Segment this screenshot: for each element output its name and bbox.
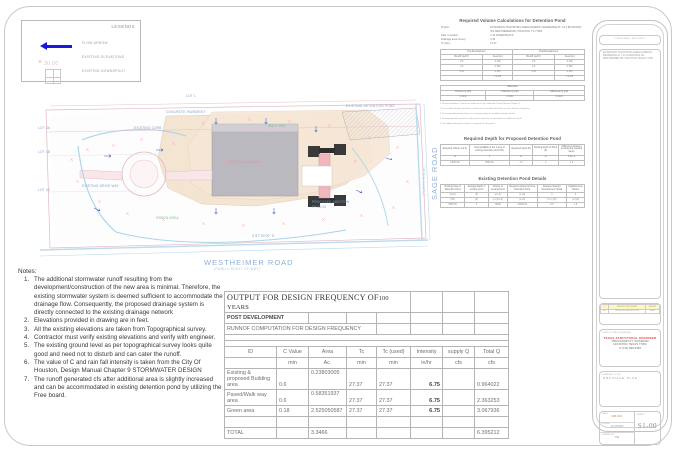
row-id-green: Green area	[225, 406, 277, 417]
row-area-green: 2.525050587	[309, 406, 347, 417]
sheet-info-box	[599, 411, 661, 445]
legend-label-flow-arrow: FLOW ARROW	[82, 41, 108, 45]
cell: (cu-ft)	[507, 198, 537, 203]
project-value: EXTENSION TO EXISTING AMEGA ENERGY RESIDENCE AT 1 & 2 BUILDINGS ON WESTHEIMER RD, HOUSTON, TX 77063	[490, 26, 582, 33]
date-value: FEB 2024	[611, 414, 623, 418]
cell: 1.5	[567, 203, 585, 208]
table-header-row	[441, 144, 585, 155]
street-sublabel-westheimer-road: (PUBLIC RIGHT-OF-WAY)	[214, 267, 261, 271]
note-text: The additional stormwater runoff resulting from the development/construction of the new area is minimal. Therefore, the existing stormwater system is deemed sufficient to accommodate the drainage flow. Consequently, the proposed drainage system is directly connected to the existing drainage network	[34, 276, 223, 317]
col-header-tc: Tc	[347, 347, 377, 358]
calculations-panel	[440, 18, 585, 208]
output-design-frequency-table	[224, 291, 509, 439]
table-cell-empty	[277, 417, 309, 428]
table-cell-empty	[475, 292, 509, 313]
engineer-details	[600, 334, 660, 351]
pre-dev-q-header: Pre-Dev Q (cfs)	[441, 90, 486, 95]
table-cell-empty	[443, 324, 475, 335]
pre-development-header: Pre-Development	[441, 50, 513, 55]
cell: 11	[441, 155, 470, 160]
row-tc-green: 27.37	[347, 406, 377, 417]
post-dev-q-header: Post-Dev Q (cfs)	[486, 90, 534, 95]
date-field	[600, 412, 634, 423]
cell: 8500.00	[441, 203, 465, 208]
table-row-subtitle-1	[225, 313, 509, 324]
drawn-by-value: TSE	[614, 435, 620, 439]
revision-header-description: REVISION DESCRIPTION	[609, 309, 646, 314]
depth-calc-title: Required Depth for Proposed Detention Pond	[463, 135, 562, 141]
pond-header-area: Existing Area of Detention Pond	[441, 185, 465, 193]
cell: 0.18	[441, 70, 483, 75]
table-cell-empty	[377, 313, 411, 324]
table-row-blank	[225, 417, 509, 428]
row-area-paved: 0.58351937	[309, 390, 347, 406]
post-development-header: Post-Development	[512, 50, 584, 55]
total-area: 3.3466	[309, 428, 347, 439]
revision-number: 1	[601, 305, 609, 310]
scale-caption: SCALE	[602, 423, 610, 426]
cell: ft	[537, 193, 566, 198]
col-header-supply-q: supply Q	[443, 347, 475, 358]
site-label-walk-way: WALK WAY	[268, 124, 287, 128]
pond-header-free-board: Available Free Board	[568, 185, 583, 191]
row-intensity-building: 6.75	[411, 369, 443, 390]
note-text: The existing ground level as per topographical survey looks quite good and need not to disturb and can cater the runoff.	[34, 342, 212, 358]
cell: 0.238	[555, 60, 585, 65]
drawn-by-field	[600, 433, 634, 444]
downspout-square-icon	[32, 63, 76, 81]
engineer-name: TEXAS STRUCTURAL ENGINEER	[603, 335, 657, 340]
scale-field	[600, 423, 634, 434]
engineer-city-line: HOUSTON, TEXAS 77054	[613, 342, 647, 347]
table-cell-empty	[443, 313, 475, 324]
site-label-existing-building: EXISTING BUILDING	[228, 160, 263, 164]
site-label-existing-curb: EXISTING CURB	[134, 126, 162, 130]
drawn-by-caption: DRAWN BY	[602, 433, 615, 436]
engineer-phone: P:(713) 999-5384	[619, 346, 641, 351]
row-area-building: 0.23803005	[309, 369, 347, 390]
cell: 0.5	[537, 203, 566, 208]
pond-header-required-volume: Required volume for New Detention Pond	[509, 185, 536, 191]
revision-table	[600, 304, 660, 314]
project-title-box	[599, 49, 661, 299]
engineer-box	[599, 329, 661, 367]
table-row-title	[225, 292, 509, 313]
cell: 1	[469, 155, 509, 160]
note-number: 3.	[24, 325, 30, 333]
location-key: Date / Location :	[441, 33, 460, 37]
cell: 2.525	[555, 70, 585, 75]
col-unit-tc-used: min	[377, 358, 411, 369]
row-totalq-building: 0.964022	[475, 369, 509, 390]
cell: 0.583	[483, 65, 513, 70]
cell: (cu-ft)	[507, 193, 537, 198]
table-header-row-top	[225, 347, 509, 358]
col-unit-supply-q: cfs	[443, 358, 475, 369]
cell: 0.18	[512, 70, 554, 75]
depth-header-existing-depth: Existing depth of Pond (ft)	[533, 144, 559, 155]
cell: 13000.00	[507, 203, 537, 208]
col-header-tc-used: Tc (used)	[377, 347, 411, 358]
total-supply-q	[443, 428, 475, 439]
site-label-concrete-pavement: S 87°00'00" E	[252, 234, 275, 238]
revision-description: ISSUED FOR PERMIT	[609, 305, 646, 310]
project-info-table	[440, 26, 585, 45]
note-text: The runoff generated cfs after additional area is slightly increased and can be accommodated in existing detention pond by utilizing the Free board.	[34, 375, 222, 400]
pond-header-volume: Volume of existing Pond	[488, 185, 507, 193]
cell: 3	[533, 160, 559, 165]
existing-pond-title: Existing Detention Pond Details	[478, 176, 547, 182]
pond-header-depth: Average Depth of existing pond	[465, 185, 488, 193]
revision-date: 08/2024	[645, 305, 659, 310]
cell: 0.238	[483, 60, 513, 65]
note-item	[18, 359, 223, 376]
row-supplyq-paved	[443, 390, 475, 406]
project-key: Project :	[441, 26, 451, 30]
cell: 3.3466	[555, 75, 585, 80]
site-label-bearing-1: CONCRETE PAVEMENT	[166, 110, 206, 114]
table-cell-empty	[347, 417, 377, 428]
note-item	[18, 334, 223, 342]
site-label-existing-detention-pond: EXISTING DETENTION POND	[346, 104, 395, 108]
table-cell-empty	[475, 324, 509, 335]
sheet-caption: SHEET	[636, 413, 645, 416]
difference-table	[440, 85, 585, 101]
note-number: 1.	[24, 276, 30, 283]
depth-header-difference: Difference between existing and required depth	[559, 144, 585, 155]
cell: (sq-ft)	[441, 193, 465, 198]
cell: 2.525	[483, 70, 513, 75]
cell: 11	[510, 155, 533, 160]
engineer-address-line: 7000 FANNIN ST, SUITE#440	[611, 338, 649, 343]
cell: 3.3466	[483, 75, 513, 80]
cell: 0.6	[441, 60, 483, 65]
pre-area-header: Area (Ac)	[483, 55, 513, 60]
col-unit-total-q: cfs	[475, 358, 509, 369]
table-row	[441, 203, 585, 208]
output-table-title	[225, 292, 411, 313]
total-label: TOTAL	[225, 428, 277, 439]
table-cell-empty	[475, 313, 509, 324]
site-label-lot-4b: LOT 4B	[38, 150, 51, 154]
legend-elevation-value: 30.00	[44, 61, 59, 67]
volume-footnote: 4. Existing detention pond has sufficient free board to accommodate the additional runoff.	[440, 117, 522, 120]
drawing-title-text: DRAINAGE PLAN	[603, 375, 638, 380]
note-number: 6.	[24, 358, 30, 366]
table-cell-empty	[411, 324, 443, 335]
cell: (ft)	[465, 193, 488, 198]
col-header-c-value: C Value	[277, 347, 309, 358]
col-unit-intensity: in/hr	[411, 358, 443, 369]
note-number: 4.	[24, 334, 30, 342]
note-text: All the existing elevations are taken from Topographical survey.	[34, 325, 207, 333]
sheet-fields	[600, 412, 635, 444]
table-cell-empty	[411, 313, 443, 324]
total-c	[277, 428, 309, 439]
volume-footnote: 5. No additional detention volume is required for this project.	[440, 122, 496, 125]
table-cell-empty	[347, 313, 377, 324]
legend-label-existing-downspout: EXISTING DOWNSPOUT	[82, 69, 126, 73]
project-title-text: EXTENSION TO EXISTING AMEGA ENERGY RESIDENCE AT 1 & 2 BUILDINGS ON WESTHEIMER RD, HOUSTON, TEXAS 77063	[603, 51, 653, 61]
total-total-q: 6.395212	[475, 428, 509, 439]
consultant-caption: CONSULTANT / ARCHITECT	[614, 37, 646, 40]
volume-footnote: 3. The required detention volume is computed using the modified rational method.	[440, 112, 516, 115]
title-block	[592, 20, 668, 439]
total-intensity	[411, 428, 443, 439]
col-header-id: ID	[225, 347, 277, 358]
project-info-row	[440, 26, 585, 33]
volume-footnote: 1. Runoff coefficient C values are taken from City of Houston Design Manual Chapter 9.	[440, 102, 521, 105]
post-area-header: Area (Ac)	[555, 55, 585, 60]
col-unit-tc: min	[347, 358, 377, 369]
drawing-title-box	[599, 371, 661, 407]
scale-value: AS SHOWN	[610, 425, 624, 429]
note-item	[18, 317, 223, 325]
street-label-westheimer-road: WESTHEIMER ROAD	[204, 258, 294, 267]
street-sublabel-sage-road: (PUBLIC R.O.W.)	[422, 165, 426, 196]
table-row	[225, 406, 509, 417]
col-unit-c-value: min	[277, 358, 309, 369]
project-info-row	[440, 41, 585, 45]
row-totalq-green: 3.067936	[475, 406, 509, 417]
note-text: Contractor must verify existing elevations and verify with engineer.	[34, 334, 216, 342]
volume-calc-title: Required Volume Calculations for Detention Pond	[459, 18, 566, 23]
note-text: Elevations provided in drawing are in feet.	[34, 317, 149, 325]
difference-q-header: Difference Q (cfs)	[534, 90, 585, 95]
note-text: The value of C and rain fall intensity is taken from the City Of Houston, Design Manual Chapter 9 STORMWATER DESIGN	[34, 358, 202, 375]
cell: 8500.00	[469, 160, 509, 165]
table-row	[225, 390, 509, 406]
pre-c-header: Runoff coeff C	[441, 55, 483, 60]
table-cell-empty	[309, 417, 347, 428]
table-header-row-bottom	[225, 358, 509, 369]
revision-header-row	[601, 309, 660, 314]
cell: 0.0+/-0	[559, 155, 585, 160]
pre-post-development-table	[440, 49, 585, 81]
note-number: 2.	[24, 317, 30, 325]
table-header-row	[441, 185, 585, 193]
street-label-sage-road: SAGE ROAD	[430, 146, 439, 200]
table-cell-empty	[443, 292, 475, 313]
pond-header-required-total: Required total for Development (Total)	[537, 185, 566, 193]
row-c-building: 0.6	[277, 369, 309, 390]
site-label-ff-elevation: FF 32.00	[312, 205, 327, 209]
site-label-green-area: GREEN AREA	[156, 216, 179, 220]
row-tcused-paved: 27.37	[377, 390, 411, 406]
notes-section	[18, 268, 223, 400]
cell	[441, 75, 483, 80]
depth-header-required-volume: Required Volume (cu-ft)	[441, 144, 470, 155]
table-row-total	[225, 428, 509, 439]
tc-key: Tc (min) :	[441, 41, 452, 45]
sheet-number: S1-00	[637, 421, 658, 430]
note-item	[18, 326, 223, 334]
revision-header-no: No.	[601, 309, 609, 314]
row-supplyq-building	[443, 369, 475, 390]
cell: (SF)	[441, 198, 465, 203]
cell: 13000.00	[441, 160, 470, 165]
engineer-caption: STRUCTURAL ENGINEER:	[602, 331, 632, 334]
existing-pond-table	[440, 184, 585, 208]
drawing-caption: DRAWING TITLE:	[602, 373, 622, 376]
col-header-intensity: Intensity	[411, 347, 443, 358]
note-item	[18, 376, 223, 401]
site-label-proposed-addition: PROPOSED ADDITION	[312, 200, 350, 204]
site-label-lot-1: LOT 1	[186, 94, 196, 98]
required-depth-table	[440, 144, 585, 166]
note-number: 5.	[24, 342, 30, 350]
table-cell-empty	[377, 324, 411, 335]
cell: 0.6	[441, 65, 483, 70]
row-intensity-green: 6.75	[411, 406, 443, 417]
table-cell-empty	[309, 313, 347, 324]
note-number: 7.	[24, 375, 30, 383]
row-c-paved: 0.6	[277, 390, 309, 406]
col-unit-area: Ac.	[309, 358, 347, 369]
table-row-subtitle-2	[225, 324, 509, 335]
table-cell-empty	[443, 417, 475, 428]
notes-heading: Notes:	[18, 268, 37, 275]
legend-box	[21, 20, 141, 82]
site-plan-drawing	[16, 88, 436, 263]
row-c-green: 0.18	[277, 406, 309, 417]
cell: 3	[465, 203, 488, 208]
total-tc-used	[377, 428, 411, 439]
legend-label-existing-elevations: EXISTING ELEVATIONS	[82, 55, 125, 59]
note-item	[18, 276, 223, 317]
table-cell-empty	[411, 417, 443, 428]
table-row	[441, 75, 585, 80]
cell: 0.583	[555, 65, 585, 70]
table-row	[441, 95, 585, 100]
col-header-area: Area	[309, 347, 347, 358]
table-cell-empty	[475, 417, 509, 428]
cell: (cu-ft)	[488, 193, 507, 198]
output-table-title-text: OUTPUT FOR DESIGN FREQUENCY OF	[227, 293, 379, 302]
consultant-box	[599, 35, 661, 45]
location-value: 1.30 ACRES/BLOCK	[490, 33, 514, 37]
row-tcused-green: 27.37	[377, 406, 411, 417]
table-row	[441, 160, 585, 165]
table-cell-empty	[377, 417, 411, 428]
drainage-area-key: Drainage area (acres) :	[441, 37, 467, 41]
cell	[512, 75, 554, 80]
runoff-computation-label: RUNNOF COMPUTATION FOR DESIGN FREQUENCY	[225, 324, 377, 335]
table-cell-empty	[225, 417, 277, 428]
cell: 1.5	[510, 160, 533, 165]
cell: 1.5	[559, 160, 585, 165]
depth-header-area-available: Area available at the 1 acre of existing detention pond (SF)	[469, 144, 509, 155]
output-table-title-years: 100 YEARS	[227, 295, 389, 311]
site-label-lot-4a: LOT 4A	[38, 126, 51, 130]
legend-title: LEGENDS	[111, 24, 135, 29]
cell: 12500	[488, 203, 507, 208]
cell: (ft)	[465, 198, 488, 203]
elevation-cross-icon: × 30.00	[38, 59, 59, 67]
row-tc-paved: 27.37	[347, 390, 377, 406]
site-label-existing-drive-way: EXISTING DRIVE WAY	[82, 184, 119, 188]
cell: 0.6	[512, 60, 554, 65]
note-item	[18, 342, 223, 359]
table-cell-empty	[411, 292, 443, 313]
depth-header-required-depth: Required depth (ft)	[510, 144, 533, 155]
row-tcused-building: 27.37	[377, 369, 411, 390]
col-header-total-q: Total Q	[475, 347, 509, 358]
row-tc-building: 27.37	[347, 369, 377, 390]
cell: 6.3952	[441, 95, 486, 100]
revision-header-date: DATE	[645, 309, 659, 314]
site-label-lot-4c: LOT 4C	[38, 188, 51, 192]
site-plan-svg	[16, 88, 436, 263]
tc-value: 27.37	[490, 41, 497, 45]
total-tc	[347, 428, 377, 439]
col-unit-id	[225, 358, 277, 369]
cell: 6.3952	[486, 95, 534, 100]
cell: 0.0000	[534, 95, 585, 100]
revision-box	[599, 303, 661, 325]
row-totalq-paved: 2.363253	[475, 390, 509, 406]
cell: ft	[567, 193, 585, 198]
row-intensity-paved: 6.75	[411, 390, 443, 406]
legend-row-existing-downspout	[22, 63, 140, 81]
drainage-area-value: 3.35	[490, 37, 496, 41]
post-development-label: POST DEVELOPMENT	[225, 313, 309, 324]
cell: (+/-)(cu-ft)	[488, 198, 507, 203]
cell: 11	[533, 155, 559, 160]
table-row	[225, 369, 509, 390]
sheet-number-area	[635, 412, 660, 444]
difference-header: Difference	[441, 85, 585, 90]
post-c-header: Runoff coeff C	[512, 55, 554, 60]
date-caption: DATE	[602, 412, 609, 415]
cell: 0.6	[512, 65, 554, 70]
row-id-paved: Paved/Walk way area	[225, 390, 277, 406]
row-id-building: Existing & proposed Building area	[225, 369, 277, 390]
cell: (ft +/-)(ft)	[537, 198, 566, 203]
cell: (+/-)(ft)	[567, 198, 585, 203]
row-supplyq-green	[443, 406, 475, 417]
volume-footnote: 2. The rainfall intensity calculation is taken from City of Houston IDF curve for 100 year frequency.	[440, 107, 530, 110]
